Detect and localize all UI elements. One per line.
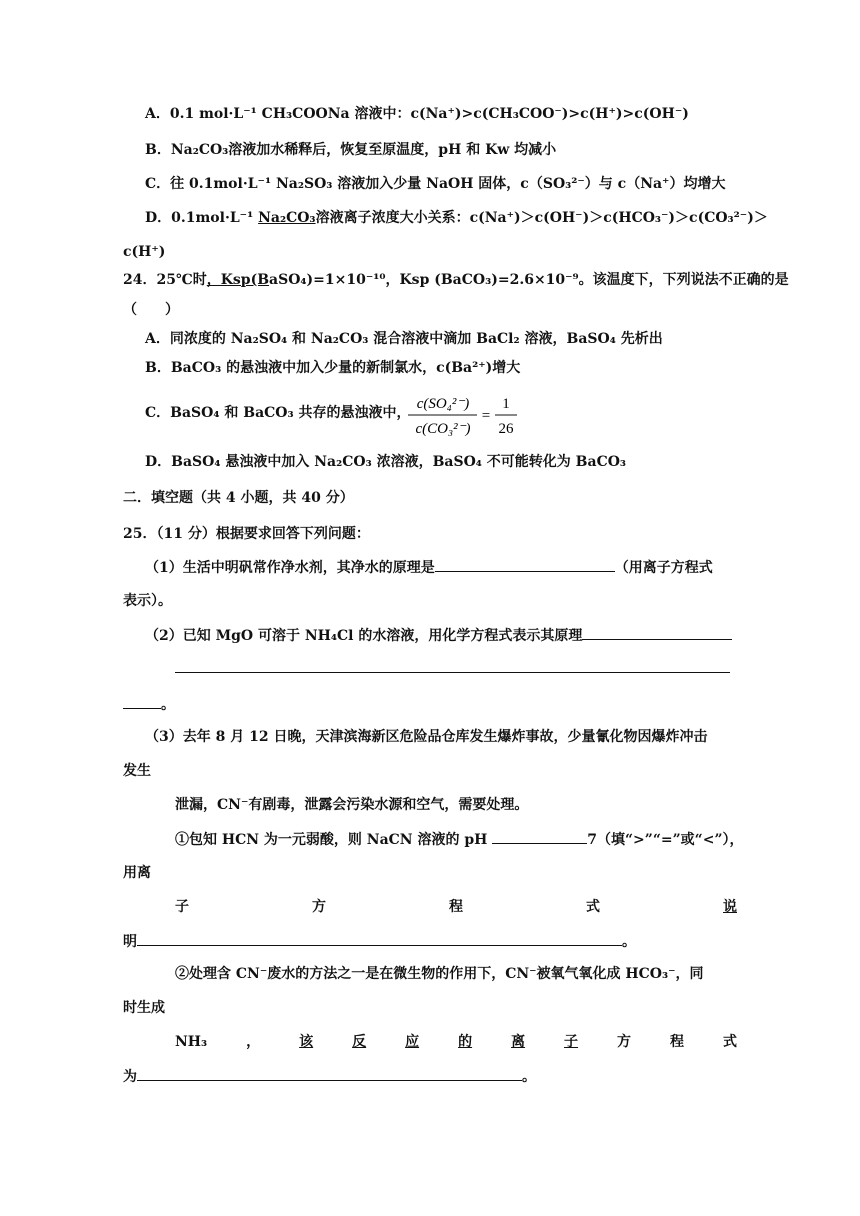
ratio-numerator: c(SO₄²⁻) — [416, 396, 470, 412]
q24-stem-prefix: 24．25℃时 — [123, 272, 207, 288]
answer-blank-2c[interactable] — [123, 694, 161, 709]
spread-char: 反 — [352, 1034, 367, 1050]
q25-part3-line1: （3）去年 8 月 12 日晚，天津滨海新区危险品仓库发生爆炸事故，少量氰化物因爆炸冲击 — [145, 729, 708, 745]
q25-part1-continuation: 表示）。 — [123, 593, 172, 609]
q25-sub1 — [175, 829, 744, 850]
spread-char: 式 — [723, 1034, 737, 1050]
ratio-denominator: c(CO₃²⁻) — [415, 421, 471, 437]
section-heading: 二．填空题（共 4 小题，共 40 分） — [123, 490, 354, 506]
spread-char: 方 — [617, 1034, 632, 1050]
q25-part3-line3: 泄漏，CN⁻有剧毒，泄露会污染水源和空气，需要处理。 — [175, 797, 529, 813]
q25-sub2-line2: 时生成 — [123, 1000, 165, 1016]
q25-part3-line2: 发生 — [123, 763, 151, 779]
q25-part1-text: （1）生活中明矾常作净水剂，其净水的原理是 — [145, 560, 435, 576]
q23-option-d-underlined: Na₂CO₃ — [258, 210, 316, 226]
answer-blank-explain[interactable] — [137, 931, 622, 946]
spread-char: 方 — [312, 899, 326, 915]
q25-sub2-answer-line — [123, 1066, 536, 1087]
q25-sub1-text: ①包知 HCN 为一元弱酸，则 NaCN 溶液的 pH — [175, 832, 493, 848]
q23-option-d-rest: 溶液离子浓度大小关系：c(Na⁺)＞c(OH⁻)＞c(HCO₃⁻)＞c(CO₃²⁻)＞ — [315, 210, 768, 226]
ksp-ratio-formula — [405, 390, 525, 440]
q25-sub1-continuation: 用离 — [123, 865, 151, 881]
q25-sub1-ming: 明 — [123, 934, 137, 950]
spread-char: 应 — [405, 1034, 420, 1050]
q25-sub2-wei: 为 — [123, 1069, 137, 1085]
q23-option-d-continuation: c(H⁺) — [123, 244, 166, 260]
ratio-equals: = — [481, 408, 491, 424]
spread-char: NH₃ — [175, 1034, 208, 1050]
q25-part2-period: 。 — [161, 697, 175, 713]
q25-sub2-period: 。 — [522, 1069, 536, 1085]
q25-part1-text-after: （用离子方程式 — [614, 560, 713, 576]
q25-part2-end — [123, 694, 175, 715]
spread-char: 说 — [723, 899, 737, 915]
answer-blank-2a[interactable] — [582, 625, 732, 640]
spread-char: 该 — [299, 1034, 314, 1050]
q25-sub2-line1: ②处理含 CN⁻废水的方法之一是在微生物的作用下，CN⁻被氧气氧化成 HCO₃⁻，同 — [175, 966, 704, 982]
q25-part2-text: （2）已知 MgO 可溶于 NH₄Cl 的水溶液，用化学方程式表示其原理 — [145, 628, 583, 644]
spread-char: 程 — [449, 899, 463, 915]
q25-stem: 25．（11 分）根据要求回答下列问题： — [123, 526, 370, 542]
q23-option-b: B．Na₂CO₃溶液加水稀释后，恢复至原温度，pH 和 Kw 均减小 — [145, 142, 557, 158]
spread-char: 的 — [458, 1034, 473, 1050]
q25-sub2-spread-line — [175, 1032, 737, 1052]
answer-blank-1[interactable] — [435, 557, 615, 572]
q24-option-a: A．同浓度的 Na₂SO₄ 和 Na₂CO₃ 混合溶液中滴加 BaCl₂ 溶液，BaSO₄ 先析出 — [145, 331, 663, 347]
q25-sub1-text-after: 7（填“>”“=”或“<”）， — [587, 832, 744, 848]
q23-option-a: A．0.1 mol·L⁻¹ CH₃COONa 溶液中：c(Na⁺)>c(CH₃COO⁻)>c(H⁺)>c(OH⁻) — [145, 106, 689, 122]
ratio-value-numerator: 1 — [502, 396, 510, 412]
q25-part2 — [145, 625, 732, 646]
q24-stem-underlined: ，Ksp(B — [206, 272, 270, 288]
q25-sub1-period: 。 — [622, 934, 636, 950]
ratio-value-denominator: 26 — [498, 421, 514, 437]
q24-stem — [123, 270, 789, 290]
q23-option-d — [145, 208, 768, 228]
q25-sub1-spread-line — [175, 897, 737, 917]
q24-option-d: D．BaSO₄ 悬浊液中加入 Na₂CO₃ 浓溶液，BaSO₄ 不可能转化为 BaCO₃ — [145, 454, 627, 470]
q23-option-c: C．往 0.1mol·L⁻¹ Na₂SO₃ 溶液加入少量 NaOH 固体，c（SO₃²⁻）与 c（Na⁺）均增大 — [145, 176, 726, 192]
answer-blank-equation[interactable] — [137, 1066, 522, 1081]
q25-sub1-answer-line — [123, 931, 636, 952]
q24-stem-rest: aSO₄)=1×10⁻¹⁰，Ksp (BaCO₃)=2.6×10⁻⁹。该温度下，下列说法不正确的是 — [269, 272, 789, 288]
answer-blank-2b[interactable] — [175, 672, 730, 673]
spread-char: 离 — [511, 1034, 526, 1050]
spread-char: 程 — [670, 1034, 685, 1050]
q24-option-b: B．BaCO₃ 的悬浊液中加入少量的新制氯水，c(Ba²⁺)增大 — [145, 360, 521, 376]
q24-option-c: C．BaSO₄ 和 BaCO₃ 共存的悬浊液中， — [145, 405, 411, 421]
spread-char: ， — [246, 1034, 261, 1050]
spread-char: 式 — [586, 899, 600, 915]
q24-answer-paren: （ ） — [123, 302, 179, 318]
answer-blank-ph[interactable] — [492, 829, 587, 844]
spread-char: 子 — [564, 1034, 579, 1050]
q25-part1 — [145, 557, 713, 578]
spread-char: 子 — [175, 899, 189, 915]
q23-option-d-prefix: D．0.1mol·L⁻¹ — [145, 210, 259, 226]
